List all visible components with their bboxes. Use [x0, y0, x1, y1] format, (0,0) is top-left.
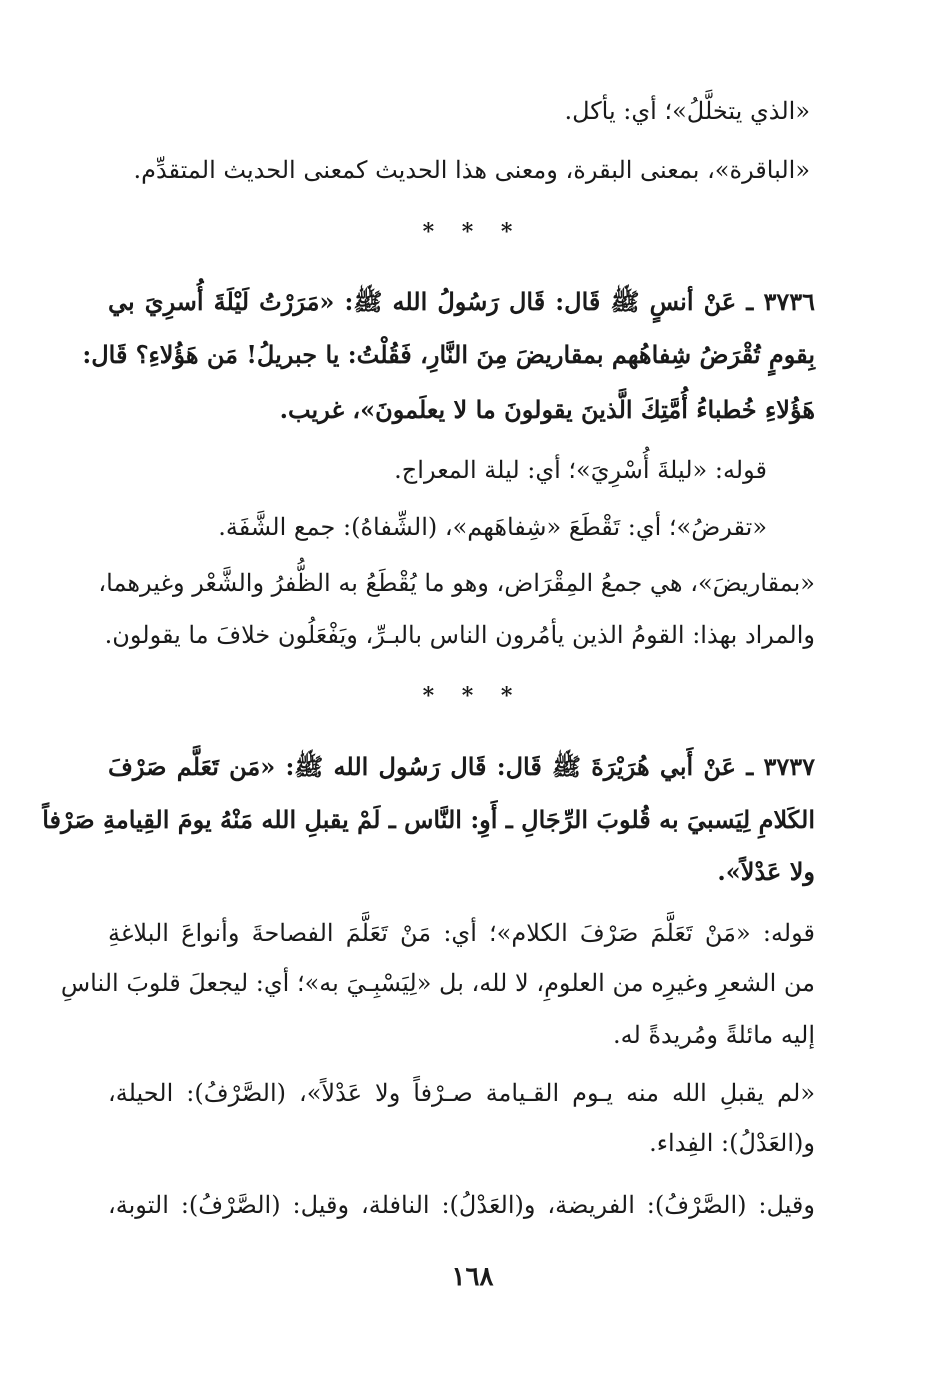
text-line: «الذي يتخلَّلُ»؛ أي: يأكل. [564, 97, 810, 125]
commentary-line: «تقرضُ»؛ أي: تَقْطَعَ «شِفاهَهم»، (الشِّفاهُ): جمع الشَّفَة. [218, 513, 767, 541]
commentary-line: «بمقاريضَ»، هي جمعُ المِقْرَاض، وهو ما يُقْطَعُ به الظُّفرُ والشَّعْر وغيرهما، [98, 569, 815, 597]
section-separator: * * * [422, 219, 523, 245]
hadith-3736-line: هَؤُلاءِ خُطباءُ أُمَّتِكَ الَّذينَ يقولونَ ما لا يعلَمونَ»، غريب. [279, 395, 815, 424]
hadith-3736-line: ٣٧٣٦ ـ عَنْ أنسٍ ﷺ قَال: قَال رَسُولُ الله ﷺ: «مَرَرْتُ لَيْلَةَ أُسرِيَ بي [108, 287, 815, 316]
commentary-line: والمراد بهذا: القومُ الذين يأمُرون الناس بالبـرِّ، ويَفْعَلُون خلافَ ما يقولون. [104, 621, 815, 649]
hadith-3737-line: ولا عَدْلاً». [717, 857, 815, 886]
hadith-3737-line: الكَلامِ لِيَسبيَ به قُلوبَ الرِّجَالِ ـ أَوِ: النَّاس ـ لَمْ يقبلِ الله مَنْهُ يومَ القِيامةِ صَرْفاً [42, 805, 815, 834]
commentary-line: وقيل: (الصَّرْفُ): الفريضة، و(العَدْلُ): النافلة، وقيل: (الصَّرْفُ): التوبة، [108, 1191, 815, 1219]
commentary-line: و(العَدْلُ): الفِداء. [649, 1129, 815, 1157]
commentary-line: قوله: «ليلةَ أُسْرِيَ»؛ أي: ليلة المعراج. [394, 456, 767, 484]
hadith-3736-line: بِقومٍ تُقْرَضُ شِفاهُهم بمقاريضَ مِنَ النَّارِ، فَقُلْتُ: يا جبريلُ! مَن هَؤُلاءِ؟ قَال: [82, 340, 815, 369]
hadith-3737-line: ٣٧٣٧ ـ عَنْ أَبي هُرَيْرَةَ ﷺ قَال: قَال رَسُول الله ﷺ: «مَن تَعَلَّم صَرْفَ [108, 752, 815, 781]
commentary-line: إليه مائلةً ومُريدةً له. [613, 1021, 815, 1049]
commentary-line: من الشعرِ وغيرِه من العلومِ، لا لله، بل «لِيَسْبِـيَ به»؛ أي: ليجعلَ قلوبَ الناسِ [60, 969, 815, 997]
commentary-line: قوله: «مَنْ تَعَلَّمَ صَرْفَ الكلام»؛ أي: مَنْ تَعَلَّمَ الفصاحةَ وأنواعَ البلاغةِ [108, 919, 815, 947]
section-separator: * * * [422, 683, 523, 709]
page-number: ١٦٨ [451, 1262, 494, 1292]
commentary-line: «لم يقبلِ الله منه يـوم القـيامة صـرْفاً ولا عَدْلاً»، (الصَّرْفُ): الحيلة، [108, 1079, 815, 1107]
text-line: «الباقرة»، بمعنى البقرة، ومعنى هذا الحديث كمعنى الحديث المتقدِّم. [133, 156, 810, 184]
